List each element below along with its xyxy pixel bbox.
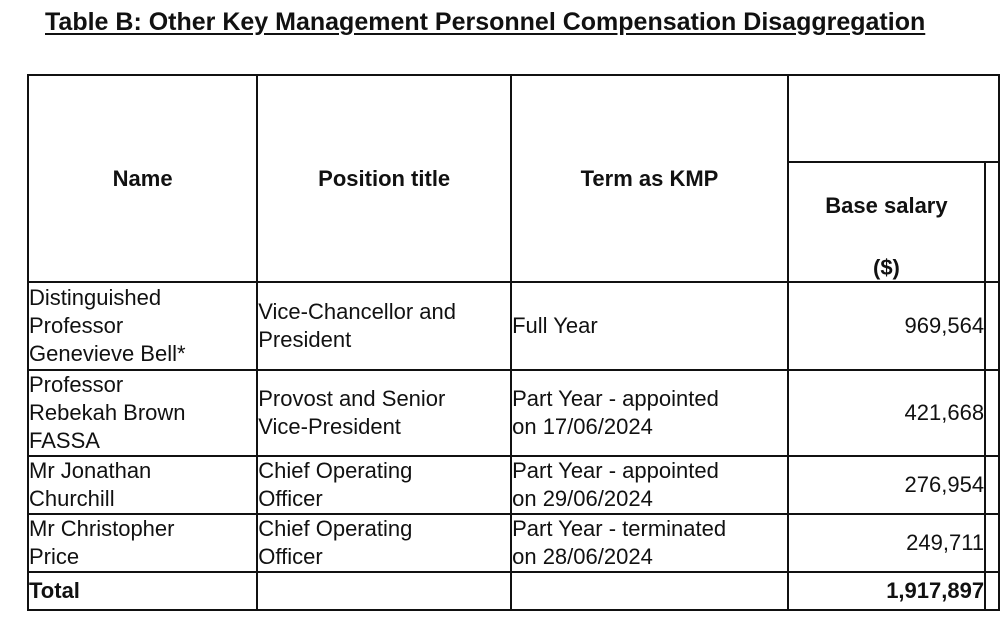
name-line: Professor (29, 313, 124, 338)
position-line: Provost and Senior (258, 386, 446, 411)
total-label: Total (28, 572, 257, 610)
name-line: Genevieve Bell* (29, 341, 186, 366)
cell-position (257, 456, 511, 514)
position-line: Vice-President (258, 414, 401, 439)
term-line: Part Year - terminated (512, 516, 727, 541)
position-line: Chief Operating (258, 516, 413, 541)
header-base-salary (788, 162, 985, 282)
total-empty-cell (511, 572, 788, 610)
next-column-stub (985, 162, 999, 282)
table-row (28, 282, 999, 370)
next-column-stub (985, 282, 999, 370)
term-line: Part Year - appointed (512, 386, 719, 411)
position-line: Vice-Chancellor and (258, 299, 456, 324)
header-row (28, 75, 999, 162)
cell-position (257, 282, 511, 370)
table-row (28, 456, 999, 514)
term-line: Part Year - appointed (512, 458, 719, 483)
cell-base-salary: 969,564 (788, 282, 985, 370)
table-title: Table B: Other Key Management Personnel Compensation Disaggregation (45, 8, 926, 36)
cell-term (511, 456, 788, 514)
term-line: on 28/06/2024 (512, 544, 653, 569)
cell-name (28, 370, 257, 456)
cell-base-salary: 276,954 (788, 456, 985, 514)
kmp-compensation-table (27, 74, 1000, 611)
next-column-stub (985, 514, 999, 572)
name-line: Rebekah Brown (29, 400, 186, 425)
header-name: Name (28, 75, 257, 282)
position-line: Officer (258, 544, 323, 569)
position-line: Officer (258, 486, 323, 511)
total-base-salary: 1,917,897 (788, 572, 985, 610)
header-base-salary-label: Base salary (825, 193, 948, 218)
cell-position (257, 370, 511, 456)
cell-term (511, 370, 788, 456)
total-empty-cell (257, 572, 511, 610)
next-column-stub (985, 456, 999, 514)
cell-name (28, 456, 257, 514)
name-line: Price (29, 544, 80, 569)
position-line: Chief Operating (258, 458, 413, 483)
term-line: Full Year (512, 313, 598, 338)
header-position-title: Position title (257, 75, 511, 282)
name-line: FASSA (29, 428, 100, 453)
term-line: on 17/06/2024 (512, 414, 653, 439)
name-line: Mr Jonathan (29, 458, 152, 483)
name-line: Professor (29, 372, 124, 397)
next-column-stub (985, 572, 999, 610)
table-row (28, 514, 999, 572)
header-base-salary-unit: ($) (873, 255, 900, 280)
cell-term (511, 514, 788, 572)
cell-name (28, 282, 257, 370)
name-line: Mr Christopher (29, 516, 175, 541)
total-row (28, 572, 999, 610)
cell-base-salary: 421,668 (788, 370, 985, 456)
table-row (28, 370, 999, 456)
next-column-stub (985, 370, 999, 456)
cell-position (257, 514, 511, 572)
header-term-as-kmp: Term as KMP (511, 75, 788, 282)
name-line: Churchill (29, 486, 115, 511)
position-line: President (258, 327, 352, 352)
term-line: on 29/06/2024 (512, 486, 653, 511)
cell-term (511, 282, 788, 370)
cell-base-salary: 249,711 (788, 514, 985, 572)
header-group-cell (788, 75, 999, 162)
name-line: Distinguished (29, 285, 162, 310)
cell-name (28, 514, 257, 572)
